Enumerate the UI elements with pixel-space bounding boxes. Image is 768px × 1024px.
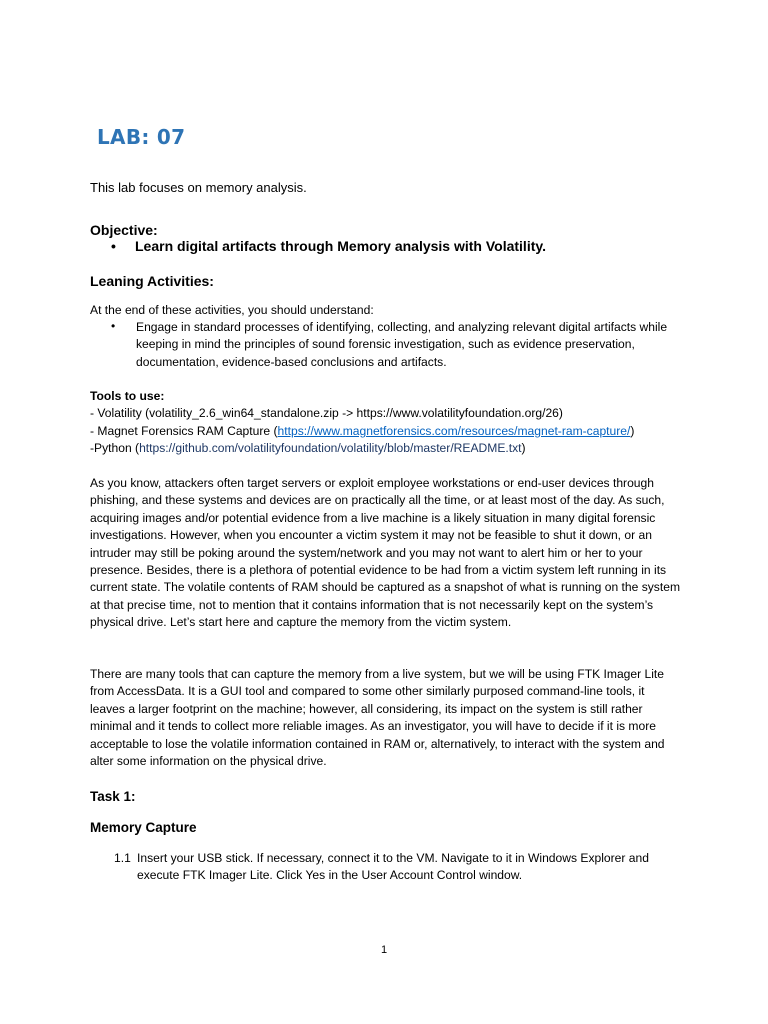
- tool-python-prefix: -Python (: [90, 441, 140, 455]
- tool-magnet-suffix: ): [630, 424, 635, 438]
- tool-magnet-prefix: - Magnet Forensics RAM Capture (: [90, 424, 278, 438]
- task-subheading: Memory Capture: [90, 820, 197, 835]
- learning-heading: Leaning Activities:: [90, 273, 214, 289]
- learning-lead: At the end of these activities, you should understand:: [90, 303, 374, 317]
- tool-volatility: - Volatility (volatility_2.6_win64_standalone.zip -> https://www.volatilityfoundation.org/26): [90, 406, 563, 420]
- objective-item: Learn digital artifacts through Memory analysis with Volatility.: [135, 238, 547, 254]
- magnet-link[interactable]: https://www.magnetforensics.com/resources/magnet-ram-capture/: [277, 424, 631, 438]
- learning-item: Engage in standard processes of identifying, collecting, and analyzing relevant digital artifacts while keeping in mind the principles of sound forensic investigation, such as evidence preservation, documentation, evidence-based conclusions and artifacts.: [136, 320, 668, 369]
- tool-python: [90, 440, 526, 457]
- intro-text: This lab focuses on memory analysis.: [90, 180, 307, 195]
- page-number: 1: [380, 944, 388, 956]
- objective-heading: Objective:: [90, 222, 158, 238]
- python-link[interactable]: https://github.com/volatilityfoundation/volatility/blob/master/README.txt: [139, 441, 522, 455]
- bullet-icon: •: [111, 238, 116, 254]
- step-text: Insert your USB stick. If necessary, connect it to the VM. Navigate to it in Windows Explorer and execute FTK Imager Lite. Click Yes in the User Account Control window.: [137, 851, 649, 883]
- step-number: 1.1: [114, 851, 131, 865]
- tools-heading: Tools to use:: [90, 389, 165, 403]
- lab-title: LAB: 07: [97, 125, 186, 149]
- task-heading: Task 1:: [90, 789, 136, 804]
- paragraph-live-acquisition: As you know, attackers often target servers or exploit employee workstations or end-user devices through phishing, and these systems and devices are on practically all the time, or at least most of the day. As such, acquiring images and/or potential evidence from a live machine is a likely situation in many digital forensic investigations. However, when you encounter a victim system it may not be feasible to shut it down, or an intruder may still be poking around the system/network and you may not want to alert him or her to your presence. Besides, there is a plethora of potential evidence to be had from a victim system left running in its current state. The volatile contents of RAM should be captured as a snapshot of what is running on the system at that precise time, not to mention that it contains information that is not necessarily kept on the system’s physical drive. Let’s start here and capture the memory from the victim system.: [90, 476, 681, 630]
- tool-magnet: [90, 423, 634, 440]
- bullet-icon: •: [111, 319, 116, 333]
- paragraph-ftk-imager: There are many tools that can capture the memory from a live system, but we will be using FTK Imager Lite from AccessData. It is a GUI tool and compared to some other similarly purposed command-line tools, it leaves a larger footprint on the machine; however, all considering, its impact on the system is still rather minimal and it tends to collect more reliable images. As an investigator, you will have to decide if it is more acceptable to lose the volatile information contained in RAM or, alternatively, to interact with the system and alter some information on the physical drive.: [90, 667, 665, 769]
- tool-python-suffix: ): [521, 441, 526, 455]
